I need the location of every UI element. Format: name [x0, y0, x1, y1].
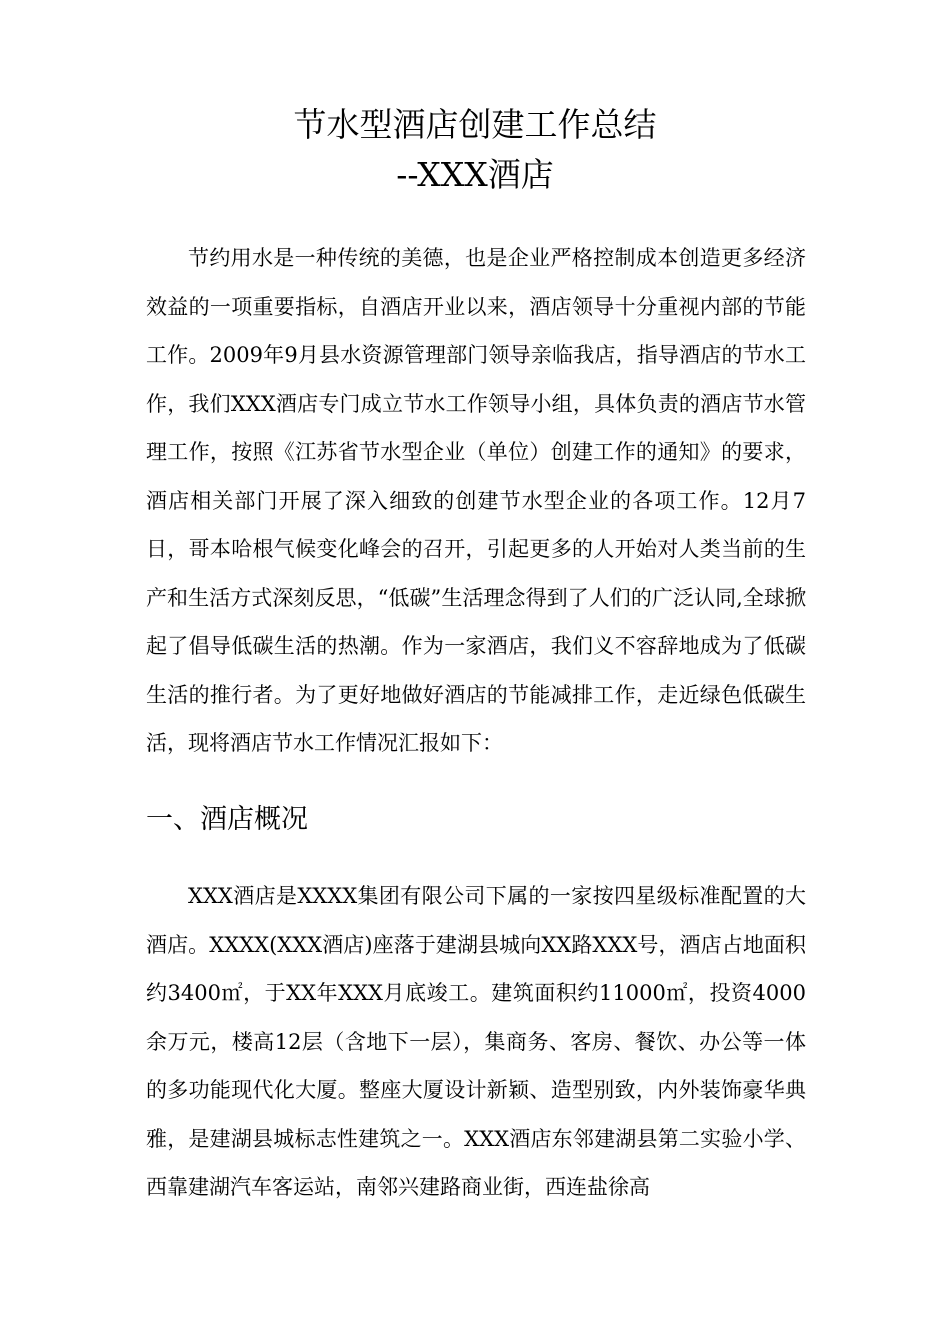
document-subtitle: --XXX酒店: [396, 155, 554, 194]
intro-paragraph: 节约用水是一种传统的美德，也是企业严格控制成本创造更多经济效益的一项重要指标，自酒店开业以来，酒店领导十分重视内部的节能工作。2009年9月县水资源管理部门领导亲临我店，指导酒店的节水工作，我们XXX酒店专门成立节水工作领导小组，具体负责的酒店节水管理工作，按照《江苏省节水型企业（单位）创建工作的通知》的要求，酒店相关部门开展了深入细致的创建节水型企业的各项工作。12月7日，哥本哈根气候变化峰会的召开，引起更多的人开始对人类当前的生产和生活方式深刻反思，“低碳”生活理念得到了人们的广泛认同,全球掀起了倡导低碳生活的热潮。作为一家酒店，我们义不容辞地成为了低碳生活的推行者。为了更好地做好酒店的节能减排工作，走近绿色低碳生活，现将酒店节水工作情况汇报如下：: [146, 246, 806, 755]
document-title: 节水型酒店创建工作总结: [293, 105, 657, 144]
section-paragraph: XXX酒店是XXXX集团有限公司下属的一家按四星级标准配置的大酒店。XXXX(XXX酒店)座落于建湖县城向XX路XXX号，酒店占地面积约3400㎡，于XX年XXX月底竣工。建筑面积约11000㎡，投资4000余万元，楼高12层（含地下一层），集商务、客房、餐饮、办公等一体的多功能现代化大厦。整座大厦设计新颖、造型别致，内外装饰豪华典雅，是建湖县城标志性建筑之一。XXX酒店东邻建湖县第二实验小学、西靠建湖汽车客运站，南邻兴建路商业街，西连盐徐高: [146, 884, 806, 1199]
section-heading: 一、酒店概况: [146, 804, 308, 835]
